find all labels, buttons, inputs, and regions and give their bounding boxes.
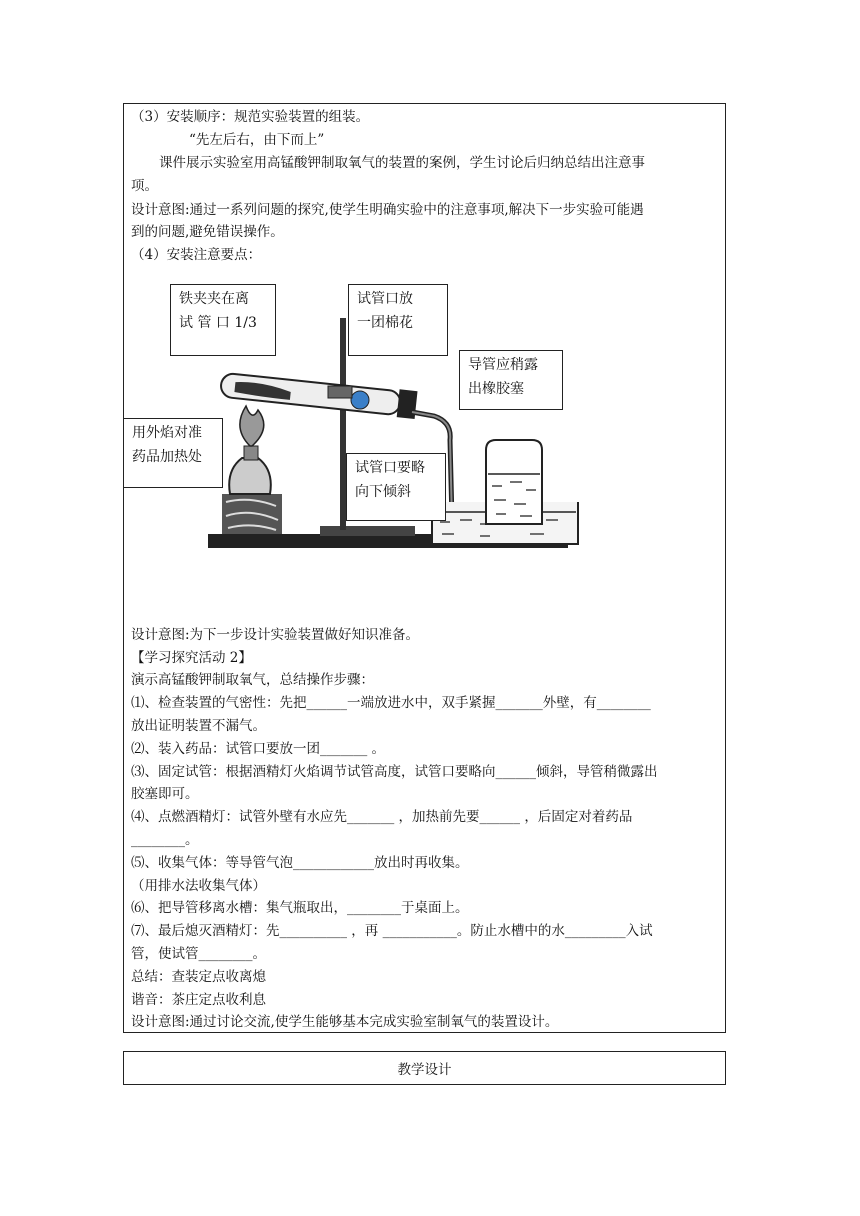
step2: ⑵、装入药品：试管口要放一团_______ 。 <box>131 741 386 757</box>
section3-desc-line1: 课件展示实验室用高锰酸钾制取氧气的装置的案例，学生讨论后归纳总结出注意事 <box>159 155 645 171</box>
activity2-heading: 【学习探究活动 2】 <box>131 650 252 666</box>
footer-box <box>123 1051 726 1085</box>
callout-tilt-line2: 向下倾斜 <box>355 484 411 500</box>
section4-heading: （4）安装注意要点： <box>131 247 262 263</box>
callout-flame <box>123 418 223 488</box>
callout-clamp-line1: 铁夹夹在离 <box>179 291 249 307</box>
flame <box>240 406 264 446</box>
summary: 总结：查装定点收离熄 <box>131 969 266 985</box>
step1-line2: 放出证明装置不漏气。 <box>131 718 266 734</box>
step3-line1: ⑶、固定试管：根据酒精灯火焰调节试管高度，试管口要略向______倾斜，导管稍微露出 <box>131 764 658 780</box>
callout-tube-line2: 出橡胶塞 <box>468 381 524 397</box>
stand-base <box>320 526 415 536</box>
footer-title: 教学设计 <box>397 1062 452 1078</box>
activity2-intro: 演示高锰酸钾制取氧气，总结操作步骤： <box>131 672 374 688</box>
step7-line2: 管，使试管________。 <box>131 946 266 962</box>
step3-line2: 胶塞即可。 <box>131 786 199 802</box>
step1-line1: ⑴、检查装置的气密性：先把______一端放进水中，双手紧握_______外壁，有________ <box>131 695 651 711</box>
step7-line1: ⑺、最后熄灭酒精灯：先__________ ，再 ___________。防止水槽中的水_________入试 <box>131 923 653 939</box>
mnemonic: 谐音：茶庄定点收利息 <box>131 992 266 1008</box>
callout-tilt <box>346 453 446 521</box>
iron-clamp <box>328 386 352 398</box>
callout-clamp-line2: 试 管 口 1/3 <box>179 315 257 331</box>
section3-intent-line1: 设计意图:通过一系列问题的探究,使学生明确实验中的注意事项,解决下一步实验可能遇 <box>131 202 644 218</box>
section3-quote: “先左后右，由下而上” <box>189 132 325 148</box>
callout-cotton-line1: 试管口放 <box>357 291 413 307</box>
callout-flame-line2: 药品加热处 <box>132 449 202 465</box>
callout-tilt-line1: 试管口要略 <box>355 460 425 476</box>
callout-clamp <box>170 284 276 356</box>
callout-tube <box>459 350 563 410</box>
alcohol-lamp <box>229 458 271 494</box>
callout-cotton-line2: 一团棉花 <box>357 315 413 331</box>
step6: ⑹、把导管移离水槽：集气瓶取出，________于桌面上。 <box>131 900 469 916</box>
step4-line2: ________。 <box>131 832 199 848</box>
section3-heading: （3）安装顺序：规范实验装置的组装。 <box>131 109 370 125</box>
callout-flame-line1: 用外焰对准 <box>132 425 202 441</box>
step5: ⑸、收集气体：等导管气泡____________放出时再收集。 <box>131 855 469 871</box>
section3-desc-line2: 项。 <box>131 178 158 194</box>
cotton-ball <box>351 391 369 409</box>
section4-intent: 设计意图:为下一步设计实验装置做好知识准备。 <box>131 627 420 643</box>
callout-tube-line1: 导管应稍露 <box>468 357 538 373</box>
activity2-intent: 设计意图:通过讨论交流,使学生能够基本完成实验室制氧气的装置设计。 <box>131 1014 559 1030</box>
step4-line1: ⑷、点燃酒精灯：试管外壁有水应先_______ ，加热前先要______ ，后固定对着药品 <box>131 809 633 825</box>
section3-intent-line2: 到的问题,避免错误操作。 <box>131 224 284 240</box>
step5-note: （用排水法收集气体） <box>131 878 266 894</box>
callout-cotton <box>348 284 448 356</box>
